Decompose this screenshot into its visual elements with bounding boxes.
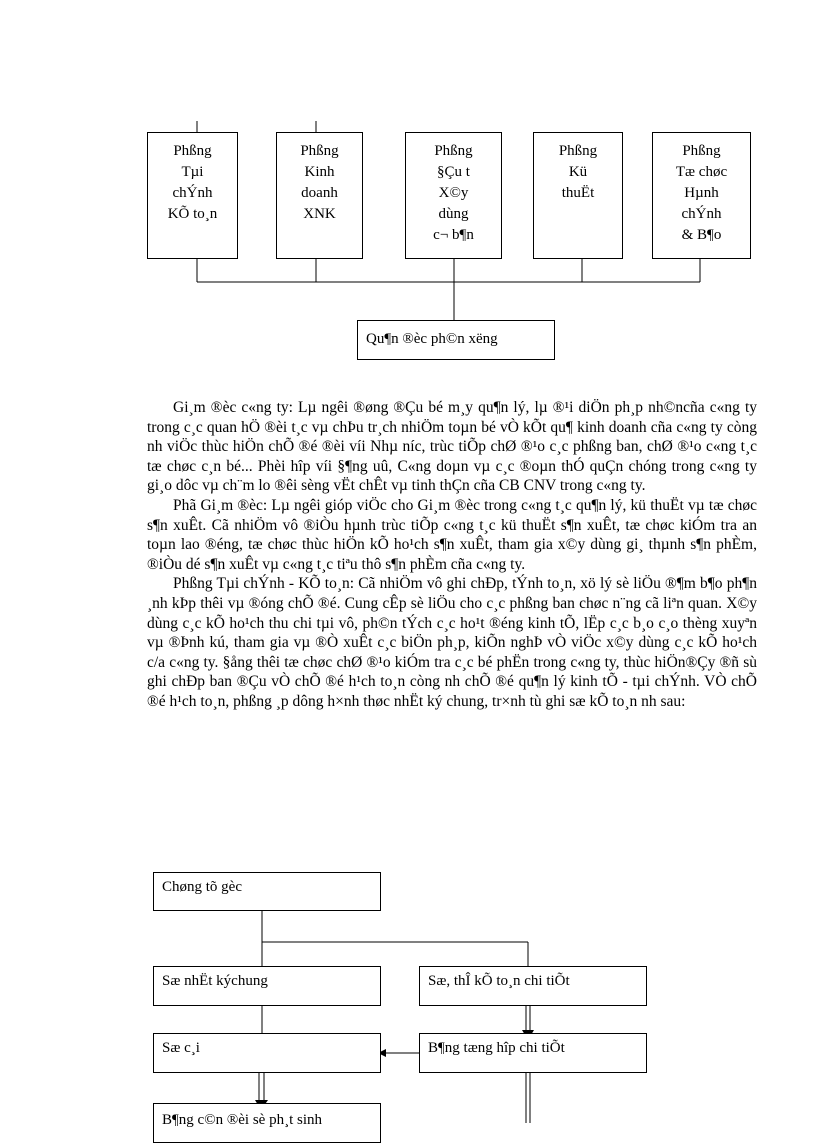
flow-trial-balance (153, 1103, 381, 1143)
flow-ledger (153, 1033, 381, 1073)
flow-label: Sæ nhËt kýchung (162, 973, 268, 989)
dept-box-construction-investment (405, 132, 502, 259)
paragraph-finance-dept: Phßng Tµi chÝnh - KÕ to¸n: Cã nhiÖm vô ghi chÐp, tÝnh to¸n, xö lý sè liÖu ®¶m b¶o ph¶n ¸nh kÞp thêi vµ ®óng chÕ ®é. Cung cÊp sè liÖu cho c¸c phßng ban chøc n¨ng cã liªn quan. X©y dùng c¸c kÕ ho¹ch thu chi tµi vô, ph©n tÝch c¸c ho¹t ®éng kinh tÕ, lËp c¸c b¸o c¸o thèng xuyªn vµ ®Þnh kú, tham gia vµ ®Ò xuÊt c¸c biÖn ph¸p, kiÕn nghÞ vÒ viÖc x©y dùng c¸c kÕ ho¹ch c/a c«ng ty. §ång thêi tæ chøc chØ ®¹o kiÓm tra c¸c bé phËn trong c«ng ty, thùc hiÖn®Çy ®ñ sù ghi chÐp ban ®Çu vÒ chÕ ®é h¹ch to¸n còng nh chÕ ®é qu¶n lý kinh tÕ - tµi chÝnh. VÒ chÕ ®é h¹ch to¸n, phßng ¸p dông h×nh thøc nhËt ký chung, tr×nh tù ghi sæ kÕ to¸n nh sau: (147, 575, 757, 710)
flow-label: Sæ, thÎ kÕ to¸n chi tiÕt (428, 973, 570, 989)
body-text (147, 398, 757, 712)
dept-box-organization-admin (652, 132, 751, 259)
flow-detail-books (419, 966, 647, 1006)
dept-line: Phßng (173, 143, 212, 159)
dept-line: Kinh (304, 164, 335, 180)
dept-line: Phßng (300, 143, 339, 159)
dept-line: Phßng (434, 143, 473, 159)
dept-line: Phßng (682, 143, 721, 159)
flow-general-journal (153, 966, 381, 1006)
workshop-manager-box (357, 320, 555, 360)
flow-label: B¶ng tæng hîp chi tiÕt (428, 1040, 565, 1056)
dept-line: & B¶o (681, 227, 722, 243)
dept-line: thuËt (561, 185, 595, 201)
dept-box-business-xnk (276, 132, 363, 259)
dept-line: XNK (303, 206, 336, 222)
dept-box-technical (533, 132, 623, 259)
paragraph-deputy-director: Phã Gi¸m ®èc: Lµ ngêi gióp viÖc cho Gi¸m ®èc trong c«ng t¸c qu¶n lý, kü thuËt vµ tæ chøc s¶n xuÊt. Cã nhiÖm vô ®iÒu hµnh trùc tiÕp c«ng t¸c kü thuËt s¶n xuÊt, tæ chøc kiÓm tra an toµn lao ®éng, tæ chøc thùc hiÖn kÕ ho¹ch s¶n xuÊt, tham gia x©y dùng gi¸ thµnh s¶n phÈm, ®iÒu dé s¶n xuÊt vµ c«ng t¸c tiªu thô s¶n phÈm cña c«ng ty. (147, 496, 757, 573)
dept-line: doanh (301, 185, 338, 201)
dept-line: Hµnh (684, 185, 719, 201)
dept-line: chÝnh (172, 185, 213, 201)
dept-line: X©y (438, 185, 469, 201)
dept-line: chÝnh (681, 206, 722, 222)
dept-line: c¬ b¶n (433, 227, 474, 243)
flow-detail-summary (419, 1033, 647, 1073)
dept-line: Phßng (558, 143, 598, 159)
flow-source-documents (153, 872, 381, 911)
dept-line: Tæ chøc (675, 164, 728, 180)
flow-label: B¶ng c©n ®èi sè ph¸t sinh (162, 1112, 322, 1128)
workshop-manager-label: Qu¶n ®èc ph©n xëng (366, 331, 498, 347)
flow-label: Sæ c¸i (162, 1040, 200, 1056)
dept-line: §Çu t (437, 164, 470, 180)
dept-line: dùng (438, 206, 469, 222)
flow-label: Chøng tõ gèc (162, 879, 242, 895)
dept-line: KÕ to¸n (167, 206, 218, 222)
dept-line: Kü (568, 164, 588, 180)
dept-line: Tµi (181, 164, 204, 180)
dept-box-finance-accounting (147, 132, 238, 259)
paragraph-director: Gi¸m ®èc c«ng ty: Lµ ngêi ®øng ®Çu bé m¸y qu¶n lý, lµ ®¹i diÖn ph¸p nh©ncña c«ng ty trong c¸c quan hÖ ®èi t¸c vµ chÞu tr¸ch nhiÖm toµn bé vÒ kÕt qu¶ kinh doanh cña c«ng ty còng nh viÖc thùc hiÖn chÕ ®é ®èi víi Nhµ níc, trùc tiÕp chØ ®¹o c¸c phßng ban, chØ ®¹o c«ng t¸c tæ chøc c¸n bé... Phèi hîp víi §¶ng uû, C«ng doµn vµ c¸c ®oµn thÓ quÇn chóng trong c«ng ty gi¸o dôc vµ ch¨m lo ®êi sèng vËt chÊt vµ tinh thÇn cña CB CNV trong c«ng ty. (147, 399, 757, 495)
